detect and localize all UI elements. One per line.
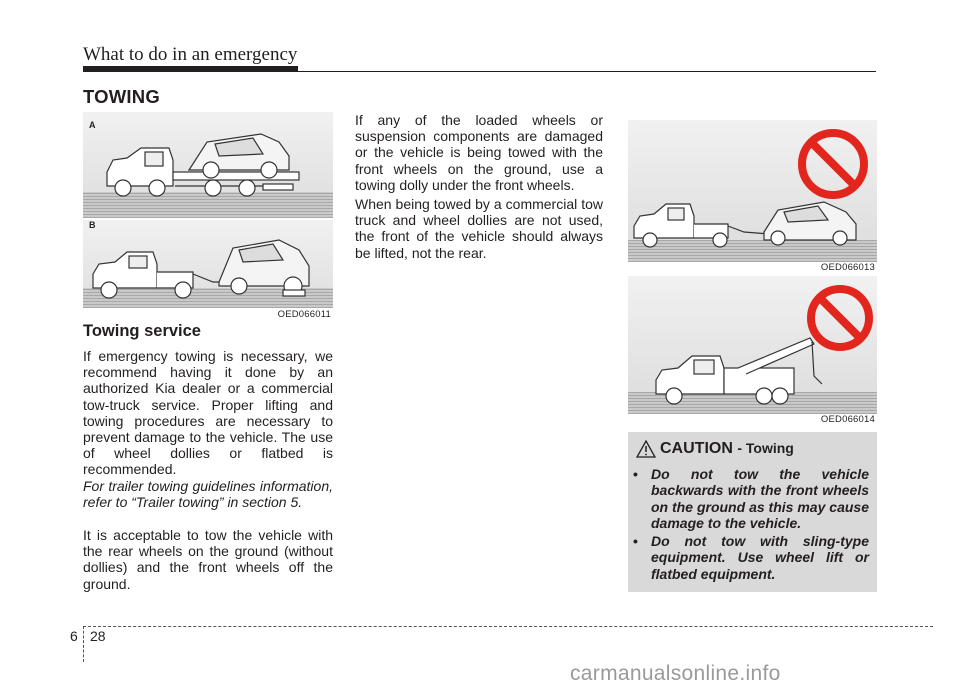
section-title: TOWING <box>83 86 160 107</box>
towing-service-heading: Towing service <box>83 322 201 340</box>
header-title: What to do in an emergency <box>83 44 298 65</box>
page-number: 28 <box>90 628 106 644</box>
figure-prohibited-sling <box>628 276 877 428</box>
caution-item: • Do not tow the vehicle backwards with the front wheels on the ground as this may cause damage to the vehicle. <box>633 466 869 531</box>
prohibited-sign-icon <box>802 133 864 195</box>
caution-subtitle: - Towing <box>737 440 794 456</box>
watermark-text: carmanualsonline.info <box>570 662 781 685</box>
warning-triangle-icon <box>636 440 656 458</box>
caution-item-text: Do not tow with sling-type equipment. Use wheel lift or flatbed equipment. <box>651 533 869 582</box>
footer-rule <box>83 626 933 627</box>
flatbed-tow-truck-illustration <box>83 112 333 218</box>
figure-code: OED066013 <box>820 262 875 273</box>
footer-divider <box>83 626 84 662</box>
figure-code: OED066011 <box>277 309 331 320</box>
middle-para-1: If any of the loaded wheels or suspension components are damaged or the vehicle is being towed with the front wheels on the ground, use a towing dolly under the front wheels. <box>355 112 603 193</box>
figure-code: OED066014 <box>820 414 875 425</box>
towing-service-para-1: If emergency towing is necessary, we recommend having it done by an authorized Kia dealer or a commercial tow-truck service. Proper lifting and towing procedures are necessary to prevent damage to the vehicle. The use of wheel dollies or flatbed is recommended. <box>83 348 333 478</box>
figure-prohibited-front-ground <box>628 120 877 276</box>
caution-item: • Do not tow with sling-type equipment. Use wheel lift or flatbed equipment. <box>633 533 869 582</box>
caution-title <box>660 440 794 458</box>
prohibited-tow-illustration <box>628 120 877 262</box>
figure-label-a: A <box>89 120 96 130</box>
caution-item-text: Do not tow the vehicle backwards with the front wheels on the ground as this may cause damage to the vehicle. <box>651 466 869 531</box>
dolly-tow-truck-illustration <box>83 220 333 318</box>
middle-para-2: When being towed by a commercial tow truck and wheel dollies are not used, the front of the vehicle should always be lifted, not the rear. <box>355 196 603 261</box>
section-number: 6 <box>70 628 78 644</box>
header-bar <box>83 66 298 72</box>
figure-tow-methods <box>83 112 333 318</box>
caution-label: CAUTION <box>660 440 733 457</box>
sling-tow-truck-illustration <box>628 276 877 414</box>
header-rule <box>298 71 876 72</box>
towing-service-para-3: It is acceptable to tow the vehicle with the rear wheels on the ground (without dollies) and the front wheels off the ground. <box>83 527 333 592</box>
towing-service-para-2: For trailer towing guidelines information, refer to “Trailer towing” in section 5. <box>83 478 333 511</box>
figure-label-b: B <box>89 220 96 230</box>
prohibited-sign-icon <box>811 289 869 347</box>
